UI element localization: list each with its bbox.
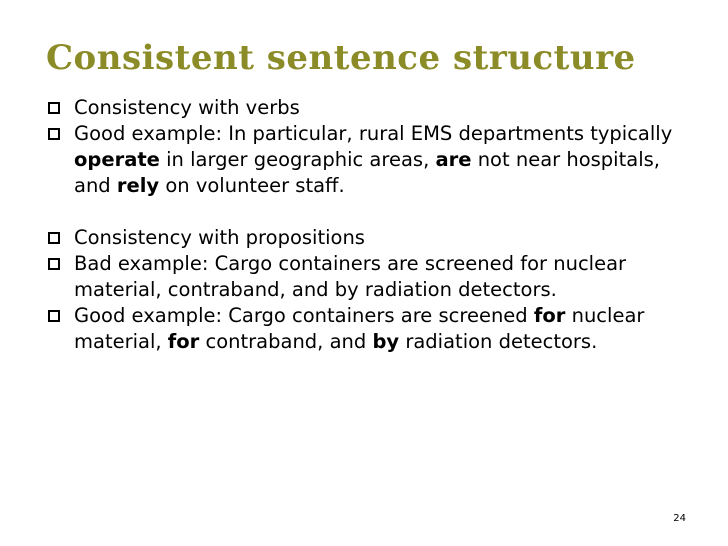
emphasized-verb: rely (116, 174, 160, 197)
page-number: 24 (673, 513, 686, 524)
emphasized-preposition: by (372, 330, 400, 353)
bullet-item-propositions-bad-example (48, 251, 688, 303)
hollow-square-bullet-icon (48, 102, 60, 114)
hollow-square-bullet-icon (48, 310, 60, 322)
bullet-text: Good example: In particular, rural EMS departments typically operate in larger geographic areas, are not near hospitals, and rely on volunteer staff. (74, 122, 673, 197)
emphasized-verb: operate (74, 148, 160, 171)
hollow-square-bullet-icon (48, 128, 60, 140)
emphasized-verb: are (435, 148, 472, 171)
hollow-square-bullet-icon (48, 258, 60, 270)
bullet-text: Good example: Cargo containers are screened for nuclear material, for contraband, and by radiation detectors. (74, 304, 645, 353)
bullet-item-verbs-good-example (48, 121, 688, 199)
bullet-item-propositions-good-example (48, 303, 688, 355)
emphasized-preposition: for (167, 330, 200, 353)
bullet-item-propositions-heading (48, 225, 688, 251)
bullet-text: Bad example: Cargo containers are screened for nuclear material, contraband, and by radiation detectors. (74, 252, 627, 301)
bullet-text: Consistency with propositions (74, 226, 365, 249)
hollow-square-bullet-icon (48, 232, 60, 244)
emphasized-preposition: for (533, 304, 566, 327)
bullet-text: Consistency with verbs (74, 96, 300, 119)
bullet-item-verbs-heading (48, 95, 688, 121)
bullet-list (48, 95, 688, 355)
slide-title: Consistent sentence structure (46, 38, 636, 78)
